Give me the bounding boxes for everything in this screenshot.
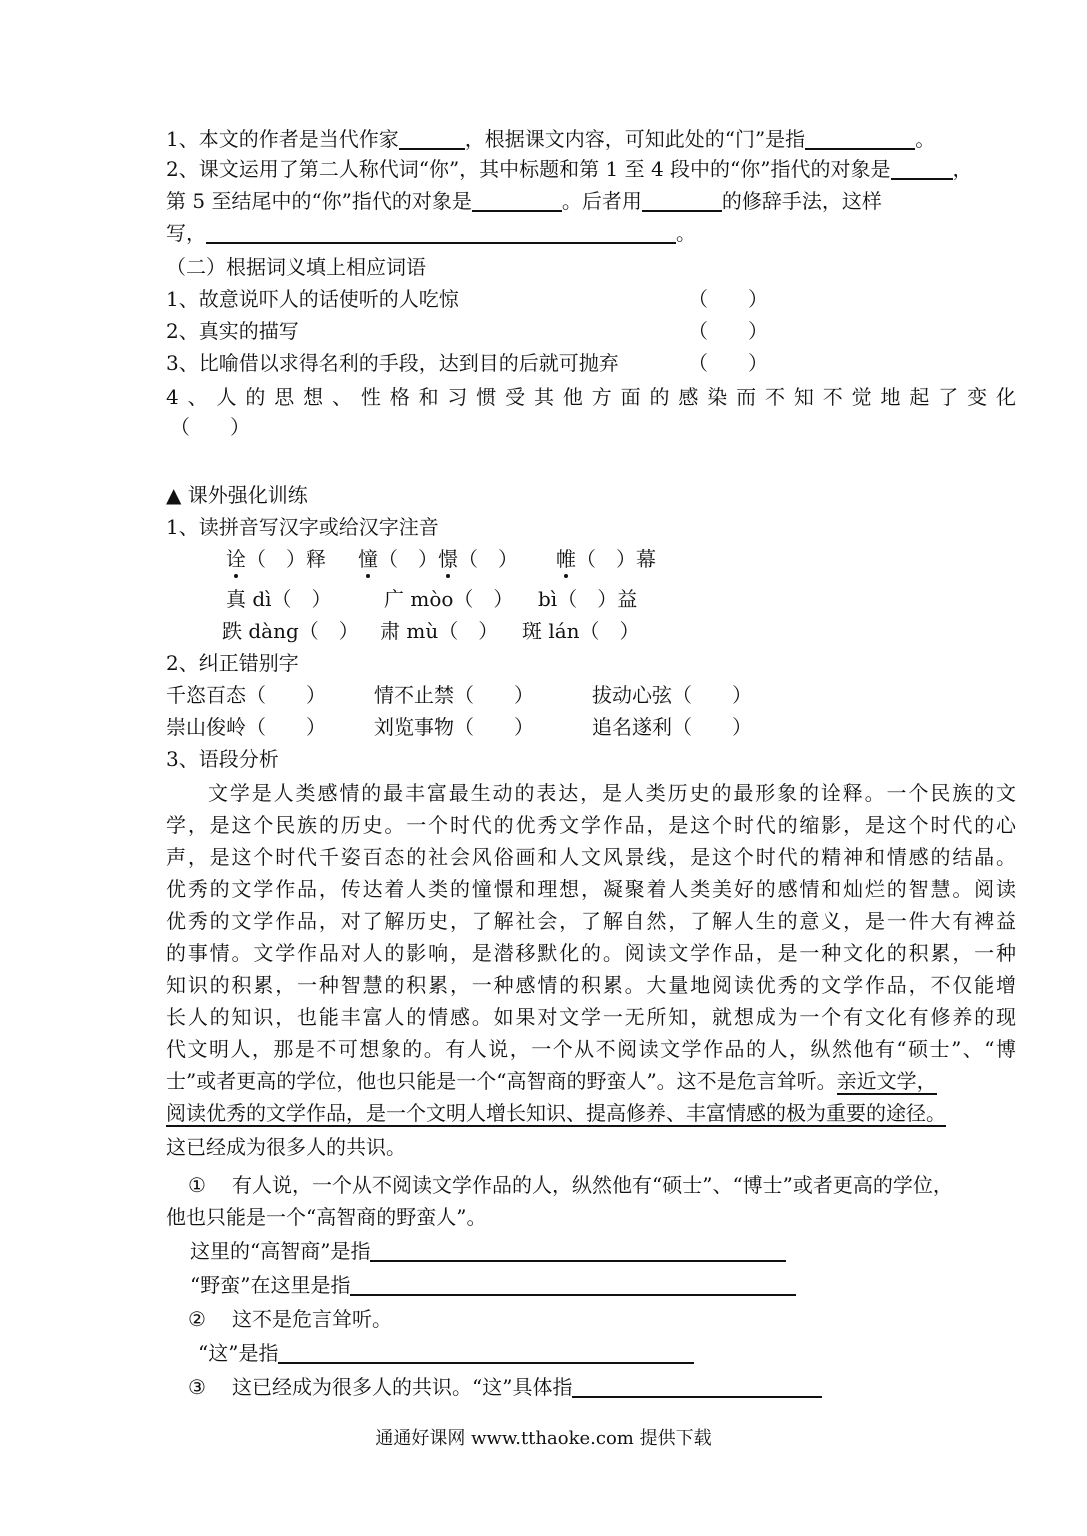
answer-paren-4[interactable]: （ ） <box>170 415 250 439</box>
passage-line: 长人的知识，也能丰富人的情感。如果对文学一无所知，就想成为一个有文化有修养的现 <box>166 1005 1016 1029</box>
definition-item-2: 2、真实的描写 <box>166 319 299 343</box>
blank-yeman[interactable] <box>350 1274 796 1296</box>
question-1-author: 1、本文的作者是当代作家 ，根据课文内容，可知此处的“门”是指 。 <box>166 127 936 151</box>
typo-item: 崇山俊岭（ ） <box>166 715 326 739</box>
answer-paren-2[interactable]: （ ） <box>688 319 768 343</box>
question-marker-2: ② <box>188 1307 206 1331</box>
blank-zhe-specific[interactable] <box>572 1376 822 1398</box>
answer-zhe: “这”是指 <box>198 1340 694 1366</box>
definition-item-4: 4、人的思想、性格和习惯受其他方面的感染而不知不觉地起了变化 <box>166 385 1016 409</box>
underlined-sentence: 阅读优秀的文学作品，是一个文明人增长知识、提高修养、丰富情感的极为重要的途径。 <box>166 1101 946 1125</box>
passage-question-2: 这不是危言耸听。 <box>232 1307 392 1331</box>
underlined-sentence: 亲近文学， <box>836 1069 937 1093</box>
dotted-char-jing: 憬 <box>438 547 458 571</box>
question-2-line-1: 2、课文运用了第二人称代词“你”，其中标题和第 1 至 4 段中的“你”指代的对象是 ， <box>166 157 973 181</box>
passage-line: 优秀的文学作品，传达着人类的憧憬和理想，凝聚着人类美好的感情和灿烂的智慧。阅读 <box>166 877 1016 901</box>
page-footer: 通通好课网 www.tthaoke.com 提供下载 <box>375 1428 712 1449</box>
passage-line: 学，是这个民族的历史。一个时代的优秀文学作品，是这个时代的缩影，是这个时代的心 <box>166 813 1016 837</box>
passage-section-heading: 3、语段分析 <box>166 747 279 771</box>
question-2-line-3: 写， 。 <box>166 221 696 245</box>
blank-door-meaning[interactable] <box>805 128 915 150</box>
question-2-line-2: 第 5 至结尾中的“你”指代的对象是 。后者用 的修辞手法，这样 <box>166 189 882 213</box>
blank-zhe[interactable] <box>278 1342 694 1364</box>
answer-yeman: “野蛮”在这里是指 <box>190 1272 796 1298</box>
typo-item: 情不止禁（ ） <box>374 683 534 707</box>
passage-question-1-line-2: 他也只能是一个“高智商的野蛮人”。 <box>166 1205 487 1229</box>
typo-item: 拔动心弦（ ） <box>592 683 752 707</box>
passage-line: 这已经成为很多人的共识。 <box>166 1135 406 1159</box>
passage-line: 优秀的文学作品，对了解历史，了解社会，了解自然，了解人生的意义，是一件大有裨益 <box>166 909 1016 933</box>
passage-line: 知识的积累，一种智慧的积累，一种感情的积累。大量地阅读优秀的文学作品，不仅能增 <box>166 973 1016 997</box>
blank-ni-object-2[interactable] <box>472 190 562 212</box>
dotted-char-quan: 诠 <box>226 547 246 571</box>
pinyin-row-2-c: bì（ ）益 <box>538 587 638 611</box>
dotted-char-chong: 憧 <box>358 547 378 571</box>
blank-author[interactable] <box>399 128 465 150</box>
blank-ni-object-1[interactable] <box>891 158 953 180</box>
pinyin-row-1-b: 憧（ ）憬（ ） <box>358 547 518 571</box>
typo-item: 刘览事物（ ） <box>374 715 534 739</box>
passage-line: 声，是这个时代千姿百态的社会风俗画和人文风景线，是这个时代的精神和情感的结晶。 <box>166 845 1016 869</box>
passage-question-1-line-1: 有人说，一个从不阅读文学作品的人，纵然他有“硕士”、“博士”或者更高的学位， <box>232 1173 953 1197</box>
dotted-char-wei: 帷 <box>556 547 576 571</box>
passage-line: 代文明人，那是不可想象的。有人说，一个从不阅读文学作品的人，纵然他有“硕士”、“博 <box>166 1037 1016 1061</box>
passage-line <box>166 1100 946 1126</box>
extra-training-heading: ▲ 课外强化训练 <box>166 483 308 507</box>
blank-gaozhishang[interactable] <box>370 1240 786 1262</box>
answer-gaozhishang: 这里的“高智商”是指 <box>190 1238 786 1264</box>
passage-question-3: 这已经成为很多人的共识。“这”具体指 <box>232 1374 822 1400</box>
passage-line: 文学是人类感情的最丰富最生动的表达，是人类历史的最形象的诠释。一个民族的文 <box>208 781 1016 805</box>
question-marker-3: ③ <box>188 1375 206 1399</box>
answer-paren-3[interactable]: （ ） <box>688 351 768 375</box>
passage-line: 的事情。文学作品对人的影响，是潜移默化的。阅读文学作品，是一种文化的积累，一种 <box>166 941 1016 965</box>
passage-line: 士”或者更高的学位，他也只能是一个“高智商的野蛮人”。这不是危言耸听。亲近文学， <box>166 1069 937 1093</box>
answer-paren-1[interactable]: （ ） <box>688 287 768 311</box>
question-marker-1: ① <box>188 1173 206 1197</box>
blank-rhetoric[interactable] <box>642 190 722 212</box>
blank-effect[interactable] <box>206 222 676 244</box>
pinyin-row-3-c: 斑 lán（ ） <box>522 619 640 643</box>
typo-section-heading: 2、纠正错别字 <box>166 651 299 675</box>
pinyin-row-1-c: 帷（ ）幕 <box>556 547 656 571</box>
pinyin-section-heading: 1、读拼音写汉字或给汉字注音 <box>166 515 439 539</box>
pinyin-row-2-a: 真 dì（ ） <box>226 587 332 611</box>
part-2-heading: （二）根据词义填上相应词语 <box>166 255 426 279</box>
typo-item: 千恣百态（ ） <box>166 683 326 707</box>
pinyin-row-3-b: 肃 mù（ ） <box>380 619 499 643</box>
typo-item: 追名遂利（ ） <box>592 715 752 739</box>
pinyin-row-1: 诠（ ）释 <box>226 547 326 571</box>
pinyin-row-3-a: 跌 dàng（ ） <box>222 619 359 643</box>
definition-item-3: 3、比喻借以求得名利的手段，达到目的后就可抛弃 <box>166 351 619 375</box>
definition-item-1: 1、故意说吓人的话使听的人吃惊 <box>166 287 459 311</box>
pinyin-row-2-b: 广 mòo（ ） <box>384 587 514 611</box>
